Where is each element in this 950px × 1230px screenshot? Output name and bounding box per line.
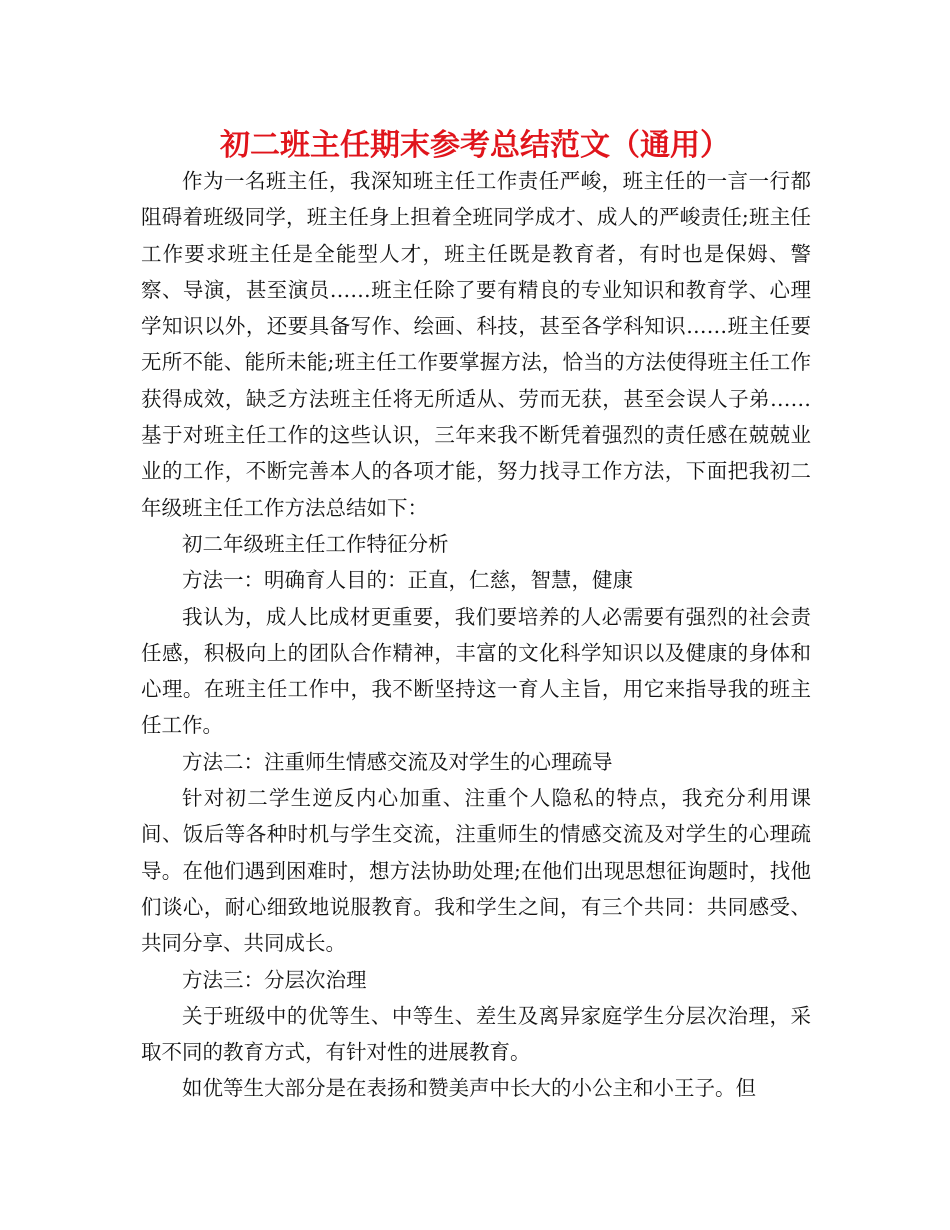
paragraph-method-three-heading: 方法三：分层次治理 — [182, 967, 367, 992]
paragraph-intro: 作为一名班主任，我深知班主任工作责任严峻，班主任的一言一行都阻碍着班级同学，班主任身上担着全班同学成才、成人的严峻责任;班主任工作要求班主任是全能型人才，班主任既是教育者，有时也是保姆、警察、导演，甚至演员……班主任除了要有精良的专业知识和教育学、心理学知识以外，还要具备写作、绘画、科技，甚至各学科知识……班主任要无所不能、能所未能;班主任工作要掌握方法，恰当的方法使得班主任工作获得成效，缺乏方法班主任将无所适从、劳而无获，甚至会误人子弟……基于对班主任工作的这些认识，三年来我不断凭着强烈的责任感在兢兢业业的工作，不断完善本人的各项才能，努力找寻工作方法，下面把我初二年级班主任工作方法总结如下： — [141, 169, 811, 520]
paragraph-method-one-body: 我认为，成人比成材更重要，我们要培养的人必需要有强烈的社会责任感，积极向上的团队合作精神，丰富的文化科学知识以及健康的身体和心理。在班主任工作中，我不断坚持这一育人主旨，用它来指导我的班主任工作。 — [141, 604, 811, 738]
document-body — [141, 163, 811, 1107]
document-title: 初二班主任期末参考总结范文（通用） — [220, 128, 730, 163]
paragraph-method-three-body: 关于班级中的优等生、中等生、差生及离异家庭学生分层次治理，采取不同的教育方式，有针对性的进展教育。 — [141, 1003, 811, 1065]
paragraph-method-two-heading: 方法二：注重师生情感交流及对学生的心理疏导 — [182, 749, 613, 774]
paragraph-section-heading: 初二年级班主任工作特征分析 — [182, 531, 449, 556]
paragraph-top-students: 如优等生大部分是在表扬和赞美声中长大的小公主和小王子。但 — [182, 1076, 756, 1101]
paragraph-method-one-heading: 方法一：明确育人目的：正直，仁慈，智慧，健康 — [182, 568, 633, 593]
paragraph-method-two-body: 针对初二学生逆反内心加重、注重个人隐私的特点，我充分利用课间、饭后等各种时机与学生交流，注重师生的情感交流及对学生的心理疏导。在他们遇到困难时，想方法协助处理;在他们出现思想征询题时，找他们谈心，耐心细致地说服教育。我和学生之间，有三个共同：共同感受、共同分享、共同成长。 — [141, 786, 811, 956]
